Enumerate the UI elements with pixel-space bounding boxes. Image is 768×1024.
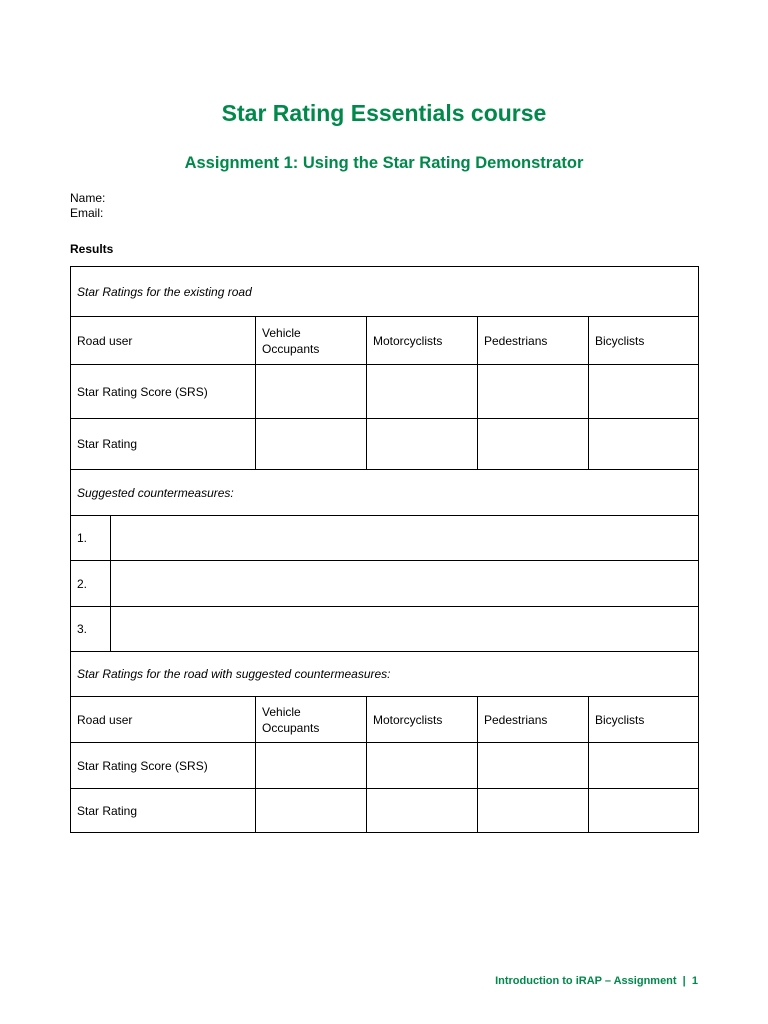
countermeasure-number: 2. <box>71 561 111 607</box>
results-table <box>70 266 699 833</box>
countermeasure-row <box>71 561 699 607</box>
star-rating-row <box>71 789 699 833</box>
road-user-header: Road user <box>71 317 256 365</box>
star-rating-label: Star Rating <box>71 419 256 470</box>
pedestrians-header: Pedestrians <box>478 697 589 743</box>
document-title: Star Rating Essentials course <box>221 100 547 126</box>
countermeasures-header-row <box>71 470 699 516</box>
srs-pedestrians-cell[interactable] <box>478 365 589 419</box>
star-rating-vehicle-cell[interactable] <box>256 789 367 833</box>
assignment-subtitle: Assignment 1: Using the Star Rating Demonstrator <box>184 154 584 172</box>
countermeasure-row <box>71 516 699 561</box>
star-rating-motorcyclists-cell[interactable] <box>367 419 478 470</box>
srs-motorcyclists-cell[interactable] <box>367 743 478 789</box>
page-footer: Introduction to iRAP – Assignment | 1 <box>495 975 698 987</box>
existing-road-header: Star Ratings for the existing road <box>71 267 699 317</box>
star-rating-label: Star Rating <box>71 789 256 833</box>
srs-bicyclists-cell[interactable] <box>589 743 699 789</box>
countermeasure-number: 1. <box>71 516 111 561</box>
star-rating-motorcyclists-cell[interactable] <box>367 789 478 833</box>
bicyclists-header: Bicyclists <box>589 317 699 365</box>
motorcyclists-header: Motorcyclists <box>367 697 478 743</box>
srs-vehicle-cell[interactable] <box>256 365 367 419</box>
star-rating-row <box>71 419 699 470</box>
star-rating-bicyclists-cell[interactable] <box>589 419 699 470</box>
pedestrians-header: Pedestrians <box>478 317 589 365</box>
star-rating-pedestrians-cell[interactable] <box>478 419 589 470</box>
name-label: Name: <box>70 191 106 205</box>
srs-label: Star Rating Score (SRS) <box>71 743 256 789</box>
star-rating-pedestrians-cell[interactable] <box>478 789 589 833</box>
srs-label: Star Rating Score (SRS) <box>71 365 256 419</box>
motorcyclists-header: Motorcyclists <box>367 317 478 365</box>
countermeasures-header: Suggested countermeasures: <box>71 470 699 516</box>
column-header-row <box>71 317 699 365</box>
star-rating-bicyclists-cell[interactable] <box>589 789 699 833</box>
with-countermeasures-header-row <box>71 652 699 697</box>
road-user-header: Road user <box>71 697 256 743</box>
countermeasure-entry-cell[interactable] <box>111 607 699 652</box>
srs-vehicle-cell[interactable] <box>256 743 367 789</box>
bicyclists-header: Bicyclists <box>589 697 699 743</box>
countermeasure-row <box>71 607 699 652</box>
srs-motorcyclists-cell[interactable] <box>367 365 478 419</box>
with-countermeasures-header: Star Ratings for the road with suggested countermeasures: <box>71 652 699 697</box>
srs-row <box>71 365 699 419</box>
srs-row <box>71 743 699 789</box>
countermeasure-number: 3. <box>71 607 111 652</box>
results-heading: Results <box>70 242 114 256</box>
email-label: Email: <box>70 206 104 220</box>
column-header-row <box>71 697 699 743</box>
srs-bicyclists-cell[interactable] <box>589 365 699 419</box>
countermeasure-entry-cell[interactable] <box>111 561 699 607</box>
vehicle-occupants-header: Vehicle Occupants <box>256 697 367 743</box>
srs-pedestrians-cell[interactable] <box>478 743 589 789</box>
vehicle-occupants-header: Vehicle Occupants <box>256 317 367 365</box>
existing-road-header-row <box>71 267 699 317</box>
star-rating-vehicle-cell[interactable] <box>256 419 367 470</box>
countermeasure-entry-cell[interactable] <box>111 516 699 561</box>
